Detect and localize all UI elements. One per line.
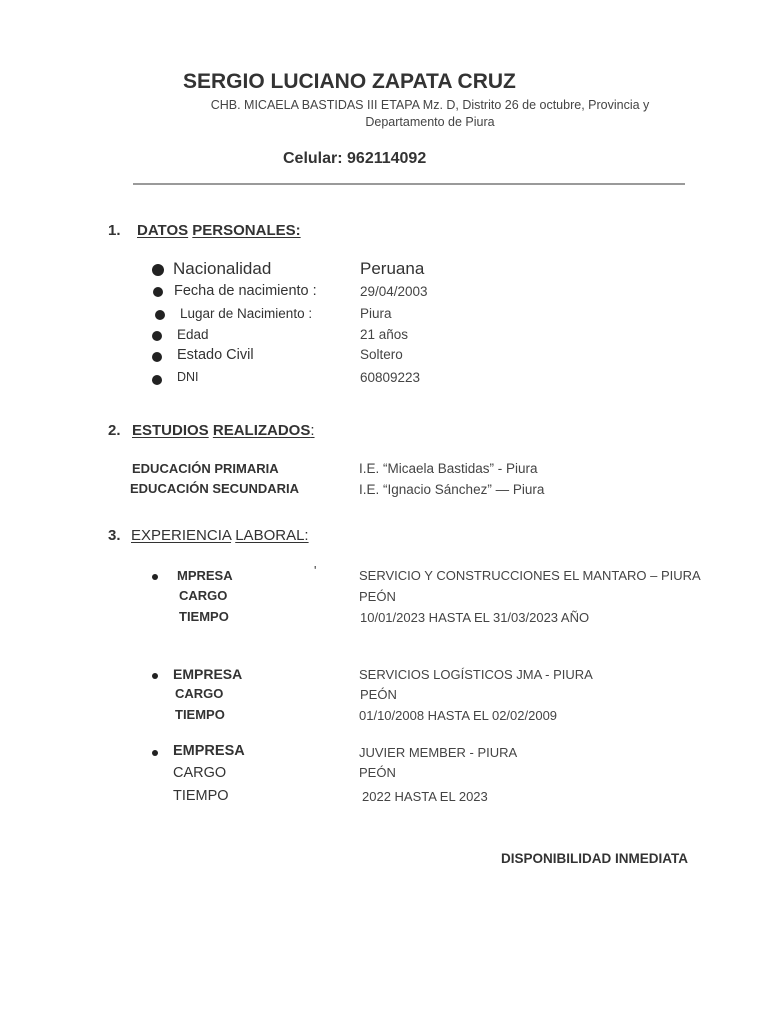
study-value-primary: I.E. “Micaela Bastidas” - Piura	[359, 461, 538, 476]
field-label-birthdate: Fecha de nacimiento :	[174, 283, 317, 299]
section-title-experience	[131, 527, 309, 544]
field-label-civil-status: Estado Civil	[177, 347, 254, 363]
bullet-icon	[152, 375, 162, 385]
bullet-icon	[152, 352, 162, 362]
section-title-studies	[132, 422, 315, 439]
availability-note: DISPONIBILIDAD INMEDIATA	[501, 851, 688, 866]
job-role-label: CARGO	[175, 686, 224, 701]
job-time-value: 10/01/2023 HASTA EL 31/03/2023 AÑO	[360, 610, 590, 625]
phone-number: Celular: 962114092	[283, 150, 427, 167]
job-role-label: CARGO	[179, 588, 228, 603]
job-company-value: SERVICIOS LOGÍSTICOS JMA - PIURA	[359, 667, 593, 682]
job-company-tick: '	[314, 564, 317, 578]
bullet-icon	[152, 331, 162, 341]
field-label-dni: DNI	[177, 370, 199, 384]
job-company-label: EMPRESA	[173, 666, 243, 682]
job-time-label: TIEMPO	[175, 707, 225, 722]
candidate-name: SERGIO LUCIANO ZAPATA CRUZ	[183, 70, 516, 93]
bullet-icon	[152, 673, 158, 679]
section-title-word: LABORAL:	[235, 527, 309, 544]
job-role-value: PEÓN	[359, 765, 396, 780]
header-divider	[133, 183, 685, 185]
section-number-experience: 3.	[108, 527, 121, 544]
job-company-value: SERVICIO Y CONSTRUCCIONES EL MANTARO – PIURA	[359, 568, 701, 583]
field-value-age: 21 años	[360, 327, 409, 342]
section-title-word: EXPERIENCIA	[131, 527, 232, 544]
bullet-icon	[152, 750, 158, 756]
section-title-word: PERSONALES:	[192, 222, 301, 239]
bullet-icon	[152, 264, 164, 276]
section-title-colon: :	[310, 422, 315, 439]
study-label-primary: EDUCACIÓN PRIMARIA	[132, 461, 279, 476]
study-label-secondary: EDUCACIÓN SECUNDARIA	[130, 481, 300, 496]
field-value-nationality: Peruana	[360, 259, 425, 278]
field-value-civil-status: Soltero	[360, 347, 403, 362]
job-role-label: CARGO	[173, 765, 227, 781]
section-number-studies: 2.	[108, 422, 121, 439]
field-value-dni: 60809223	[360, 370, 421, 385]
bullet-icon	[152, 574, 158, 580]
field-label-birthplace: Lugar de Nacimiento :	[180, 306, 313, 321]
field-label-age: Edad	[177, 327, 209, 342]
job-role-value: PEÓN	[360, 687, 397, 702]
job-company-label: EMPRESA	[173, 743, 245, 759]
study-value-secondary: I.E. “Ignacio Sánchez” — Piura	[359, 482, 545, 497]
section-title-word: REALIZADOS	[212, 422, 311, 439]
section-title-personal	[137, 222, 301, 239]
job-time-label: TIEMPO	[179, 609, 229, 624]
job-company-label: MPRESA	[177, 568, 233, 583]
section-title-word: ESTUDIOS	[132, 422, 209, 439]
job-role-value: PEÓN	[359, 589, 396, 604]
job-time-value: 2022 HASTA EL 2023	[362, 789, 488, 804]
section-number-personal: 1.	[108, 222, 121, 239]
job-company-value: JUVIER MEMBER - PIURA	[359, 745, 518, 760]
bullet-icon	[153, 287, 163, 297]
job-time-value: 01/10/2008 HASTA EL 02/02/2009	[359, 708, 558, 723]
field-value-birthdate: 29/04/2003	[360, 284, 428, 299]
section-title-word: DATOS	[137, 222, 189, 239]
job-time-label: TIEMPO	[173, 788, 229, 804]
field-value-birthplace: Piura	[360, 306, 392, 321]
address: CHB. MICAELA BASTIDAS III ETAPA Mz. D, Distrito 26 de octubre, Provincia y Departamento de Piura	[210, 98, 650, 129]
field-label-nationality: Nacionalidad	[173, 259, 272, 278]
bullet-icon	[155, 310, 165, 320]
